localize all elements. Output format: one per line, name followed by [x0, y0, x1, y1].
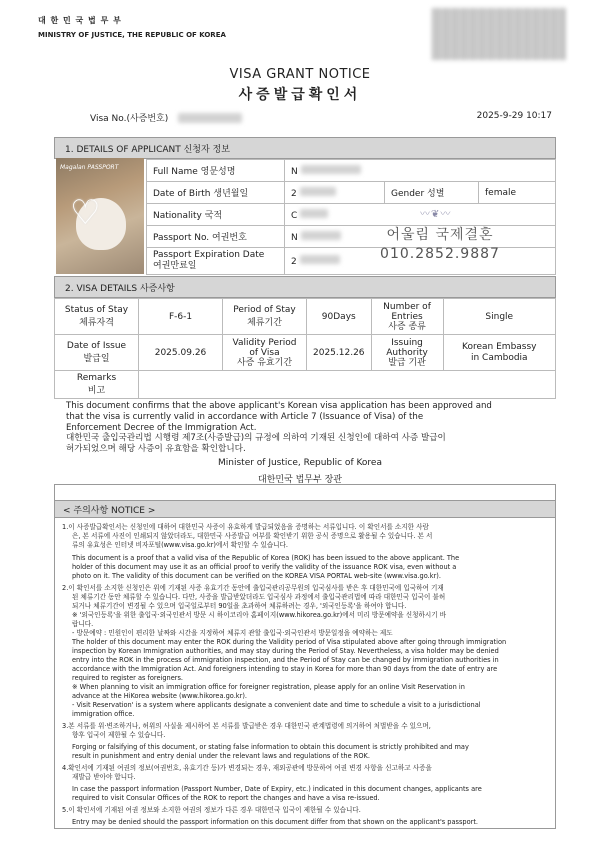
confirmation-en-line2: that the visa is currently valid in accordance with Article 7 (Issuance of Visa) of the	[66, 412, 424, 422]
visa-number-label: Visa No.(사증번호)	[90, 114, 169, 124]
notice-line: 3.본 서류를 위·변조하거나, 허위의 사실을 제시하여 본 서류를 발급받은 경우 대한민국 관계법령에 의거하여 처벌받을 수 있으며,	[62, 722, 431, 730]
entries-label-ko: 사증 종류	[388, 321, 426, 332]
signature-ko: 대한민국 법무부 장관	[258, 475, 342, 485]
validity-label-en1: Validity Period	[232, 337, 297, 348]
notice-line: 랍니다.	[72, 620, 94, 628]
title-en: VISA GRANT NOTICE	[229, 67, 371, 82]
watermark-phone: 010.2852.9887	[380, 246, 500, 262]
status-label	[55, 299, 139, 335]
remarks-label-ko: 비고	[87, 386, 106, 396]
notice-line: 재발급 받아야 합니다.	[72, 773, 136, 781]
issue-label-en: Date of Issue	[66, 341, 127, 351]
full-name-text: N	[291, 166, 298, 177]
notice-line: immigration office.	[72, 710, 135, 718]
notice-title: < 주의사항 NOTICE >	[54, 500, 556, 518]
passport-exp-label-en: Passport Expiration Date	[153, 250, 265, 260]
remarks-label-en: Remarks	[76, 373, 117, 383]
entries-value: Single	[443, 299, 555, 335]
confirmation-en-line3: Enforcement Decree of the Immigration Act.	[66, 423, 257, 433]
notice-line: 향후 입국이 제한될 수 있습니다.	[72, 731, 166, 739]
visa-number-redacted	[178, 113, 242, 123]
notice-line: ※ When planning to visit an immigration office for foreigner registration, please apply for an online Visit Reservation in	[72, 683, 465, 691]
issue-label-ko: 발급일	[83, 354, 110, 364]
period-label-ko: 체류기간	[247, 318, 282, 328]
visa-details-section-title: 2. VISA DETAILS 사증사항	[54, 276, 556, 298]
notice-line: 1.이 사증발급확인서는 신청인에 대하여 대한민국 사증이 유효하게 발급되었음을 증명하는 서류입니다. 이 확인서를 소지한 사람	[62, 523, 429, 531]
passport-exp-text: 2	[291, 257, 297, 267]
ministry-name-ko: 대 한 민 국 법 무 부	[38, 16, 122, 25]
signature-en: Minister of Justice, Republic of Korea	[218, 458, 382, 468]
notice-line: entry into the ROK in the process of immigration inspection, and the Period of Stay can be changed by immigration authorities in	[72, 656, 499, 664]
dob-label: Date of Birth 생년월일	[147, 182, 285, 204]
notice-line: This document is a proof that a valid visa of the Republic of Korea (ROK) has been issued to the above applicant. The	[72, 554, 460, 562]
entries-label-en1: Number of	[383, 301, 431, 312]
confirmation-ko-line1: 대한민국 출입국관리법 시행령 제7조(사증발급)의 규정에 의하여 기재된 신청인에 대하여 사증 발급이	[66, 433, 446, 443]
notice-line: photo on it. The validity of this document can be verified on the KOREA VISA PORTAL web-site (www.visa.go.kr).	[72, 572, 441, 580]
entries-label-en2: Entries	[391, 311, 423, 322]
passport-exp-label-ko: 여권만료일	[153, 261, 197, 271]
dob-redacted	[300, 187, 336, 196]
gender-value: female	[479, 182, 556, 204]
applicant-section-title: 1. DETAILS OF APPLICANT 신청자 정보	[54, 137, 556, 159]
authority-label-en2: Authority	[386, 347, 428, 358]
remarks-label	[55, 371, 139, 399]
notice-line: result in punishment and entry denial under the relevant laws and regulations of the ROK.	[72, 752, 370, 760]
issue-label	[55, 335, 139, 371]
notice-line: accordance with the Immigration Act. And foreigners intending to stay in Korea for more than 90 days from the date of entry are	[72, 665, 498, 673]
dob-value	[285, 182, 385, 204]
notice-line: 된 체류기간 동안 체류할 수 있습니다. 다만, 사증을 발급받았더라도 입국심사 과정에서 출입국관리법에 따라 대한민국 입국이 불허	[72, 593, 446, 601]
validity-label	[223, 335, 307, 371]
watermark-name: 어울림 국제결혼	[386, 227, 494, 243]
visa-number-row	[90, 111, 242, 124]
confirmation-ko	[66, 433, 546, 455]
notice-line: 2.이 확인서를 소지한 신청인은 위에 기재된 사증 유효기간 동안에 출입국관리공무원의 입국심사를 받은 후 대한민국에 입국하여 기재	[62, 584, 444, 592]
authority-value-line1: Korean Embassy	[462, 341, 537, 352]
authority-value-line2: in Cambodia	[470, 352, 528, 363]
entries-label	[371, 299, 443, 335]
confirmation-en	[66, 401, 546, 434]
nationality-label: Nationality 국적	[147, 204, 285, 226]
heart-icon: ♡	[70, 193, 101, 233]
notice-line: - 방문예약 : 민원인이 편리한 날짜와 시간을 지정하여 체류지 관할 출입국·외국인관서 방문일정을 예약하는 제도	[72, 629, 393, 637]
full-name-label: Full Name 영문성명	[147, 160, 285, 182]
issue-value: 2025.09.26	[139, 335, 223, 371]
passport-no-text: N	[291, 232, 298, 243]
notice-line: ※ '외국인등록'을 위한 출입국·외국인관서 방문 시 하이코리아 홈페이지(www.hikorea.go.kr)에서 미리 방문예약을 신청하시기 바	[72, 611, 447, 619]
notice-line: required to register as foreigners.	[72, 674, 184, 682]
authority-label-ko: 발급 기관	[388, 357, 426, 368]
full-name-redacted	[301, 165, 361, 174]
full-name-value	[285, 160, 556, 182]
status-label-ko: 체류자격	[79, 318, 114, 328]
visa-details-table	[54, 298, 556, 399]
validity-label-en2: of Visa	[249, 347, 280, 358]
notice-line: - Visit Reservation' is a system where applicants designate a convenient date and time to schedule a visit to a jurisdictional	[72, 701, 481, 709]
title-ko: 사증발급확인서	[238, 87, 362, 103]
ministry-name-en: MINISTRY OF JUSTICE, THE REPUBLIC OF KOREA	[38, 31, 226, 39]
notice-line: required to visit Consular Offices of the ROK to report the changes and have a visa re-issued.	[72, 794, 380, 802]
notice-line: In case the passport information (Passport Number, Date of Expiry, etc.) indicated in this document changes, applicants are	[72, 785, 482, 793]
watermark-ornament: 〰❦〰	[420, 209, 452, 220]
nationality-redacted	[300, 209, 328, 218]
notice-line: advance at the HiKorea website (www.hikorea.go.kr).	[72, 692, 248, 700]
notice-line: 되거나 체류기간이 변경될 수 있으며 입국일로부터 90일을 초과하여 체류하려는 경우, '외국인등록'을 하여야 합니다.	[72, 602, 407, 610]
barcode-redacted	[432, 8, 566, 60]
authority-label	[371, 335, 443, 371]
notice-line: 류의 유효성은 인터넷 비자포털(www.visa.go.kr)에서 확인할 수 있습니다.	[72, 541, 289, 549]
passport-exp-label	[147, 248, 285, 275]
status-value: F-6-1	[139, 299, 223, 335]
passport-no-label: Passport No. 여권번호	[147, 226, 285, 248]
validity-value: 2025.12.26	[307, 335, 372, 371]
period-label-en: Period of Stay	[233, 305, 296, 315]
notice-line: 5.이 확인서에 기재된 여권 정보와 소지한 여권의 정보가 다른 경우 대한민국 입국이 제한될 수 있습니다.	[62, 806, 361, 814]
validity-label-ko: 사증 유효기간	[236, 357, 293, 368]
confirmation-ko-line2: 허가되었으며 해당 사증이 유효함을 확인합니다.	[66, 444, 246, 454]
period-value: 90Days	[307, 299, 372, 335]
confirmation-en-line1: This document confirms that the above applicant's Korean visa application has been approved and	[66, 401, 492, 411]
remarks-value	[139, 371, 556, 399]
passport-no-redacted	[301, 231, 341, 240]
issued-datetime: 2025-9-29 10:17	[476, 111, 552, 121]
ministry-header	[38, 14, 226, 42]
period-label	[223, 299, 307, 335]
status-label-en: Status of Stay	[64, 305, 129, 315]
dob-text: 2	[291, 188, 297, 199]
notice-line: Entry may be denied should the passport information on this document differ from that shown on the applicant's passport.	[72, 818, 479, 826]
photo-stamp: Magalan PASSPORT	[60, 164, 119, 171]
gender-label: Gender 성별	[385, 182, 479, 204]
notice-line: 4.확인서에 기재된 여권의 정보(여권번호, 유효기간 등)가 변경되는 경우, 재외공관에 방문하여 여권 변경 사항을 신고하고 사증을	[62, 764, 432, 772]
authority-value	[443, 335, 555, 371]
notice-line: Forging or falsifying of this document, or stating false information to obtain this document is strictly prohibited and may	[72, 743, 469, 751]
notice-line: inspection by Korean Immigration authorities, and may stay during the Period of Stay. Nevertheless, a visa holder may be denied	[72, 647, 499, 655]
authority-label-en1: Issuing	[391, 337, 423, 348]
notice-line: 은, 본 서류에 사진이 인쇄되지 않았더라도, 대한민국 사증발급 여부를 확인받기 위한 공식 증명으로 활용될 수 있습니다. 본 서	[72, 532, 433, 540]
nationality-text: C	[291, 210, 298, 221]
notice-line: holder of this document may use it as an official proof to verify the validity of the issuance ROK visa, even without a	[72, 563, 457, 571]
passport-exp-redacted	[300, 255, 340, 264]
notice-line: The holder of this document may enter the ROK during the Validity period of Visa stipulated above after going through immigration	[72, 638, 507, 646]
